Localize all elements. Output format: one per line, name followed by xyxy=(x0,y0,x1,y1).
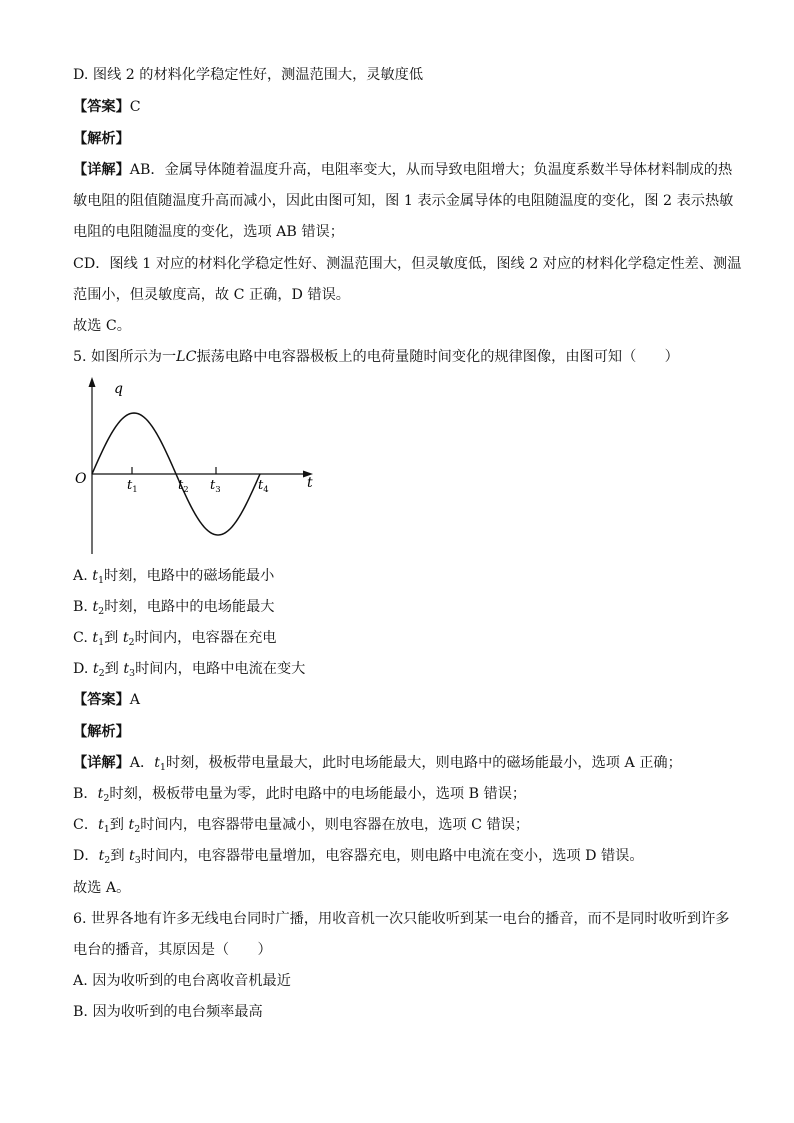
answer-value: C xyxy=(129,99,141,115)
answer-label: 【答案】 xyxy=(73,99,130,115)
q5-option-d: D. $t_2$到 $t_3$时间内，电路中电流在变大 xyxy=(73,661,306,679)
y-axis-label: q xyxy=(114,381,123,397)
q5-detail-a: 【详解】A．$t_1$时刻，极板带电量最大，此时电场能最大，则电路中的磁场能最小，选项 A 正确； xyxy=(73,755,682,773)
q6-option-a: A. 因为收听到的电台离收音机最近 xyxy=(73,973,291,989)
q5-answer xyxy=(73,690,140,710)
detail-text: AB．金属导体随着温度升高，电阻率变大，从而导致电阻增大；负温度系数半导体材料制成的热 xyxy=(129,162,733,178)
y-axis-arrow xyxy=(89,377,96,387)
q4-conclusion: 故选 C。 xyxy=(73,318,131,334)
answer-label: 【答案】 xyxy=(73,692,130,708)
q6-option-b: B. 因为收听到的电台频率最高 xyxy=(73,1004,263,1020)
q5-option-a: A. $t_1$时刻，电路中的磁场能最小 xyxy=(73,568,275,586)
q4-detail-line-2: 敏电阻的阻值随温度升高而减小，因此由图可知，图 1 表示金属导体的电阻随温度的变化，图 2 表示热敏 xyxy=(73,193,734,209)
q6-stem-line-2: 电台的播音，其原因是（ ） xyxy=(73,942,272,958)
q5-conclusion: 故选 A。 xyxy=(73,880,131,896)
q4-answer xyxy=(73,97,141,117)
q4-option-d: D. 图线 2 的材料化学稳定性好，测温范围大，灵敏度低 xyxy=(73,67,424,83)
q4-analysis-label: 【解析】 xyxy=(73,131,130,147)
q5-analysis-label: 【解析】 xyxy=(73,724,130,740)
origin-label: O xyxy=(75,471,87,487)
q5-option-b: B. $t_2$时刻，电路中的电场能最大 xyxy=(73,599,275,617)
q5-detail-b: B．$t_2$时刻，极板带电量为零，此时电路中的电场能最小，选项 B 错误； xyxy=(73,786,527,804)
tick-label-t1: $t_1$ xyxy=(127,478,138,495)
q5-detail-c: C．$t_1$到 $t_2$时间内，电容器带电量减小，则电容器在放电，选项 C 错误； xyxy=(73,817,530,835)
q4-detail-line-3: 电阻的电阻随温度的变化，选项 AB 错误； xyxy=(73,224,344,240)
detail-label: 【详解】 xyxy=(73,162,130,178)
q5-option-c: C. $t_1$到 $t_2$时间内，电容器在充电 xyxy=(73,630,277,648)
q4-detail-line-1 xyxy=(73,160,732,180)
q6-stem-line-1: 6. 世界各地有许多无线电台同时广播，用收音机一次只能收听到某一电台的播音，而不是同时收听到许多 xyxy=(73,911,730,927)
q5-detail-d: D．$t_2$到 $t_3$时间内，电容器带电量增加，电容器充电，则电路中电流在变小，选项 D 错误。 xyxy=(73,848,644,866)
tick-label-t3: $t_3$ xyxy=(210,478,221,495)
stem-text: 振荡电路中电容器极板上的电荷量随时间变化的规律图像，由图可知（ ） xyxy=(196,349,679,365)
stem-text: 5. 如图所示为一 xyxy=(73,349,177,365)
tick-label-t2: $t_2$ xyxy=(178,478,189,495)
q4-detail-line-4: CD．图线 1 对应的材料化学稳定性好、测温范围大，但灵敏度低，图线 2 对应的材料化学稳定性差、测温 xyxy=(73,256,742,272)
x-axis-label: t xyxy=(307,475,313,491)
stem-variable: LC xyxy=(176,349,197,365)
q4-detail-line-5: 范围小，但灵敏度高，故 C 正确，D 错误。 xyxy=(73,287,350,303)
answer-value: A xyxy=(129,692,141,708)
tick-label-t4: $t_4$ xyxy=(258,478,269,495)
q5-stem xyxy=(73,347,679,367)
q-t-graph xyxy=(70,374,330,558)
